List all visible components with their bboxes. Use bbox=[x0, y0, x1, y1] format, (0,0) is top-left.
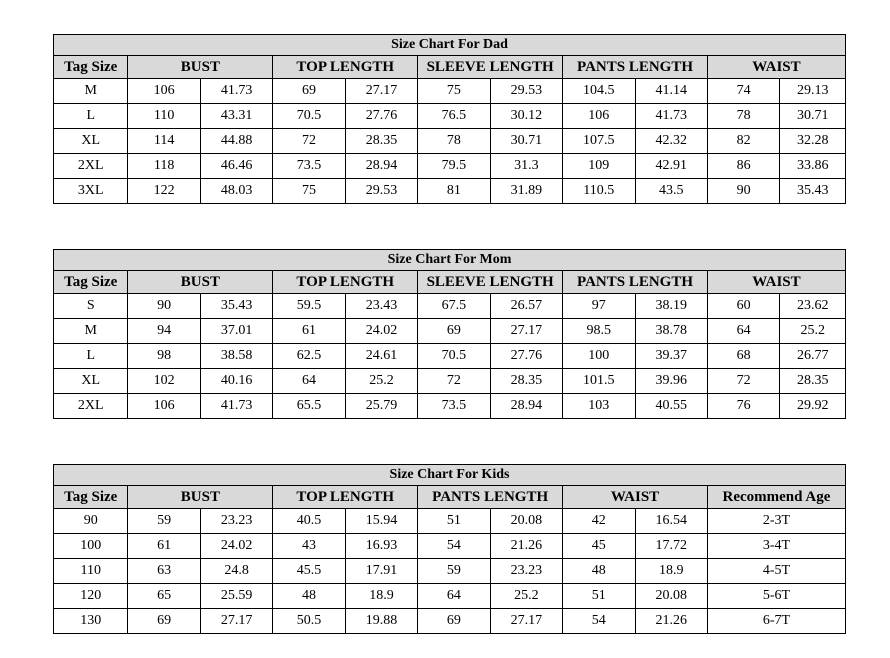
size-chart-kids bbox=[53, 464, 846, 634]
cell-recommend-age: 6-7T bbox=[707, 609, 845, 634]
cell: 86 bbox=[707, 154, 779, 179]
table-row bbox=[54, 559, 846, 584]
cell-tag-size: 120 bbox=[54, 584, 128, 609]
cell: 40.5 bbox=[273, 509, 345, 534]
cell: 19.88 bbox=[345, 609, 417, 634]
cell: 65 bbox=[128, 584, 200, 609]
cell: 23.43 bbox=[345, 294, 417, 319]
cell: 30.71 bbox=[490, 129, 562, 154]
cell: 44.88 bbox=[200, 129, 272, 154]
table-row bbox=[54, 129, 846, 154]
cell: 38.19 bbox=[635, 294, 707, 319]
cell: 20.08 bbox=[490, 509, 562, 534]
cell: 16.54 bbox=[635, 509, 707, 534]
cell: 78 bbox=[418, 129, 490, 154]
cell: 64 bbox=[707, 319, 779, 344]
cell: 72 bbox=[418, 369, 490, 394]
size-chart-mom bbox=[53, 249, 846, 419]
cell: 27.17 bbox=[200, 609, 272, 634]
chart-title: Size Chart For Mom bbox=[54, 250, 846, 271]
cell: 42.32 bbox=[635, 129, 707, 154]
table-row bbox=[54, 319, 846, 344]
chart-title: Size Chart For Kids bbox=[54, 465, 846, 486]
column-header-top-length: TOP LENGTH bbox=[273, 486, 418, 509]
cell-tag-size: M bbox=[54, 319, 128, 344]
cell: 38.58 bbox=[200, 344, 272, 369]
cell: 78 bbox=[707, 104, 779, 129]
column-header-waist: WAIST bbox=[707, 271, 845, 294]
cell: 76.5 bbox=[418, 104, 490, 129]
cell: 75 bbox=[418, 79, 490, 104]
cell: 27.17 bbox=[490, 319, 562, 344]
column-header-bust: BUST bbox=[128, 271, 273, 294]
column-header-pants-length: PANTS LENGTH bbox=[563, 271, 708, 294]
cell: 28.94 bbox=[345, 154, 417, 179]
cell-tag-size: 100 bbox=[54, 534, 128, 559]
cell: 25.2 bbox=[490, 584, 562, 609]
cell: 30.12 bbox=[490, 104, 562, 129]
cell: 74 bbox=[707, 79, 779, 104]
cell-tag-size: XL bbox=[54, 129, 128, 154]
cell: 27.17 bbox=[345, 79, 417, 104]
cell: 30.71 bbox=[780, 104, 846, 129]
cell: 28.35 bbox=[780, 369, 846, 394]
cell: 79.5 bbox=[418, 154, 490, 179]
cell: 48.03 bbox=[200, 179, 272, 204]
column-header-bust: BUST bbox=[128, 486, 273, 509]
table-row bbox=[54, 534, 846, 559]
cell: 39.96 bbox=[635, 369, 707, 394]
cell: 75 bbox=[273, 179, 345, 204]
cell: 43.31 bbox=[200, 104, 272, 129]
size-table-mom bbox=[53, 249, 846, 419]
cell: 40.16 bbox=[200, 369, 272, 394]
cell: 48 bbox=[563, 559, 635, 584]
cell: 62.5 bbox=[273, 344, 345, 369]
cell: 103 bbox=[563, 394, 635, 419]
cell: 90 bbox=[707, 179, 779, 204]
cell: 42.91 bbox=[635, 154, 707, 179]
cell: 73.5 bbox=[273, 154, 345, 179]
cell: 40.55 bbox=[635, 394, 707, 419]
cell: 25.2 bbox=[780, 319, 846, 344]
cell-recommend-age: 2-3T bbox=[707, 509, 845, 534]
cell-tag-size: L bbox=[54, 104, 128, 129]
cell: 76 bbox=[707, 394, 779, 419]
cell: 43 bbox=[273, 534, 345, 559]
cell: 54 bbox=[418, 534, 490, 559]
cell: 41.73 bbox=[635, 104, 707, 129]
cell: 31.89 bbox=[490, 179, 562, 204]
cell: 60 bbox=[707, 294, 779, 319]
cell: 110.5 bbox=[563, 179, 635, 204]
cell: 17.72 bbox=[635, 534, 707, 559]
column-header-top-length: TOP LENGTH bbox=[273, 271, 418, 294]
cell: 114 bbox=[128, 129, 200, 154]
cell: 28.35 bbox=[490, 369, 562, 394]
cell: 28.35 bbox=[345, 129, 417, 154]
cell: 35.43 bbox=[200, 294, 272, 319]
cell: 97 bbox=[563, 294, 635, 319]
table-row bbox=[54, 584, 846, 609]
cell-tag-size: 2XL bbox=[54, 154, 128, 179]
cell: 23.23 bbox=[200, 509, 272, 534]
cell-tag-size: 2XL bbox=[54, 394, 128, 419]
cell: 25.59 bbox=[200, 584, 272, 609]
table-row bbox=[54, 344, 846, 369]
cell-tag-size: 90 bbox=[54, 509, 128, 534]
table-row bbox=[54, 179, 846, 204]
cell: 59 bbox=[418, 559, 490, 584]
table-row bbox=[54, 104, 846, 129]
cell: 107.5 bbox=[563, 129, 635, 154]
cell: 29.53 bbox=[490, 79, 562, 104]
table-row bbox=[54, 154, 846, 179]
column-header-waist: WAIST bbox=[707, 56, 845, 79]
cell-tag-size: 130 bbox=[54, 609, 128, 634]
cell: 69 bbox=[418, 319, 490, 344]
cell-tag-size: 3XL bbox=[54, 179, 128, 204]
cell-tag-size: XL bbox=[54, 369, 128, 394]
cell: 41.14 bbox=[635, 79, 707, 104]
cell: 37.01 bbox=[200, 319, 272, 344]
cell: 72 bbox=[273, 129, 345, 154]
cell: 45.5 bbox=[273, 559, 345, 584]
cell: 27.76 bbox=[345, 104, 417, 129]
cell: 21.26 bbox=[490, 534, 562, 559]
cell: 110 bbox=[128, 104, 200, 129]
cell: 32.28 bbox=[780, 129, 846, 154]
size-table-dad bbox=[53, 34, 846, 204]
cell: 100 bbox=[563, 344, 635, 369]
cell: 61 bbox=[273, 319, 345, 344]
cell-tag-size: L bbox=[54, 344, 128, 369]
size-chart-dad bbox=[53, 34, 846, 204]
cell: 70.5 bbox=[273, 104, 345, 129]
cell: 81 bbox=[418, 179, 490, 204]
cell: 104.5 bbox=[563, 79, 635, 104]
cell: 98 bbox=[128, 344, 200, 369]
cell: 27.76 bbox=[490, 344, 562, 369]
column-header-bust: BUST bbox=[128, 56, 273, 79]
cell-recommend-age: 5-6T bbox=[707, 584, 845, 609]
cell: 24.02 bbox=[345, 319, 417, 344]
cell: 35.43 bbox=[780, 179, 846, 204]
cell: 90 bbox=[128, 294, 200, 319]
cell: 48 bbox=[273, 584, 345, 609]
cell: 61 bbox=[128, 534, 200, 559]
cell: 51 bbox=[418, 509, 490, 534]
cell: 33.86 bbox=[780, 154, 846, 179]
table-row bbox=[54, 509, 846, 534]
column-header-pants-length: PANTS LENGTH bbox=[563, 56, 708, 79]
cell: 51 bbox=[563, 584, 635, 609]
cell: 109 bbox=[563, 154, 635, 179]
cell: 45 bbox=[563, 534, 635, 559]
cell: 70.5 bbox=[418, 344, 490, 369]
cell: 24.02 bbox=[200, 534, 272, 559]
cell: 26.77 bbox=[780, 344, 846, 369]
table-row bbox=[54, 369, 846, 394]
cell: 18.9 bbox=[345, 584, 417, 609]
cell: 122 bbox=[128, 179, 200, 204]
cell: 23.62 bbox=[780, 294, 846, 319]
cell: 25.79 bbox=[345, 394, 417, 419]
cell: 26.57 bbox=[490, 294, 562, 319]
cell: 59 bbox=[128, 509, 200, 534]
cell: 69 bbox=[128, 609, 200, 634]
cell-tag-size: M bbox=[54, 79, 128, 104]
cell: 59.5 bbox=[273, 294, 345, 319]
cell: 72 bbox=[707, 369, 779, 394]
cell: 64 bbox=[273, 369, 345, 394]
table-row bbox=[54, 294, 846, 319]
cell: 68 bbox=[707, 344, 779, 369]
cell: 17.91 bbox=[345, 559, 417, 584]
cell: 41.73 bbox=[200, 79, 272, 104]
cell: 41.73 bbox=[200, 394, 272, 419]
column-header-sleeve-length: SLEEVE LENGTH bbox=[418, 271, 563, 294]
cell: 24.8 bbox=[200, 559, 272, 584]
cell: 23.23 bbox=[490, 559, 562, 584]
cell: 15.94 bbox=[345, 509, 417, 534]
cell: 46.46 bbox=[200, 154, 272, 179]
cell: 106 bbox=[128, 79, 200, 104]
cell: 21.26 bbox=[635, 609, 707, 634]
cell: 69 bbox=[418, 609, 490, 634]
column-header-recommend-age: Recommend Age bbox=[707, 486, 845, 509]
table-row bbox=[54, 79, 846, 104]
cell: 94 bbox=[128, 319, 200, 344]
cell: 28.94 bbox=[490, 394, 562, 419]
cell: 43.5 bbox=[635, 179, 707, 204]
cell: 118 bbox=[128, 154, 200, 179]
table-row bbox=[54, 609, 846, 634]
cell: 27.17 bbox=[490, 609, 562, 634]
cell-recommend-age: 4-5T bbox=[707, 559, 845, 584]
cell: 38.78 bbox=[635, 319, 707, 344]
column-header-tag-size: Tag Size bbox=[54, 271, 128, 294]
cell: 29.92 bbox=[780, 394, 846, 419]
cell: 29.13 bbox=[780, 79, 846, 104]
cell: 101.5 bbox=[563, 369, 635, 394]
chart-title: Size Chart For Dad bbox=[54, 35, 846, 56]
cell: 106 bbox=[128, 394, 200, 419]
cell: 20.08 bbox=[635, 584, 707, 609]
cell: 54 bbox=[563, 609, 635, 634]
cell: 16.93 bbox=[345, 534, 417, 559]
cell: 106 bbox=[563, 104, 635, 129]
size-table-kids bbox=[53, 464, 846, 634]
cell: 82 bbox=[707, 129, 779, 154]
cell: 67.5 bbox=[418, 294, 490, 319]
cell: 65.5 bbox=[273, 394, 345, 419]
cell-recommend-age: 3-4T bbox=[707, 534, 845, 559]
cell: 98.5 bbox=[563, 319, 635, 344]
cell: 25.2 bbox=[345, 369, 417, 394]
column-header-pants-length: PANTS LENGTH bbox=[418, 486, 563, 509]
cell: 31.3 bbox=[490, 154, 562, 179]
column-header-tag-size: Tag Size bbox=[54, 486, 128, 509]
column-header-tag-size: Tag Size bbox=[54, 56, 128, 79]
column-header-sleeve-length: SLEEVE LENGTH bbox=[418, 56, 563, 79]
table-row bbox=[54, 394, 846, 419]
cell: 63 bbox=[128, 559, 200, 584]
cell: 102 bbox=[128, 369, 200, 394]
cell: 39.37 bbox=[635, 344, 707, 369]
cell: 69 bbox=[273, 79, 345, 104]
cell: 50.5 bbox=[273, 609, 345, 634]
cell: 18.9 bbox=[635, 559, 707, 584]
column-header-waist: WAIST bbox=[563, 486, 708, 509]
cell: 73.5 bbox=[418, 394, 490, 419]
cell-tag-size: 110 bbox=[54, 559, 128, 584]
cell: 42 bbox=[563, 509, 635, 534]
column-header-top-length: TOP LENGTH bbox=[273, 56, 418, 79]
cell: 24.61 bbox=[345, 344, 417, 369]
cell-tag-size: S bbox=[54, 294, 128, 319]
cell: 64 bbox=[418, 584, 490, 609]
cell: 29.53 bbox=[345, 179, 417, 204]
